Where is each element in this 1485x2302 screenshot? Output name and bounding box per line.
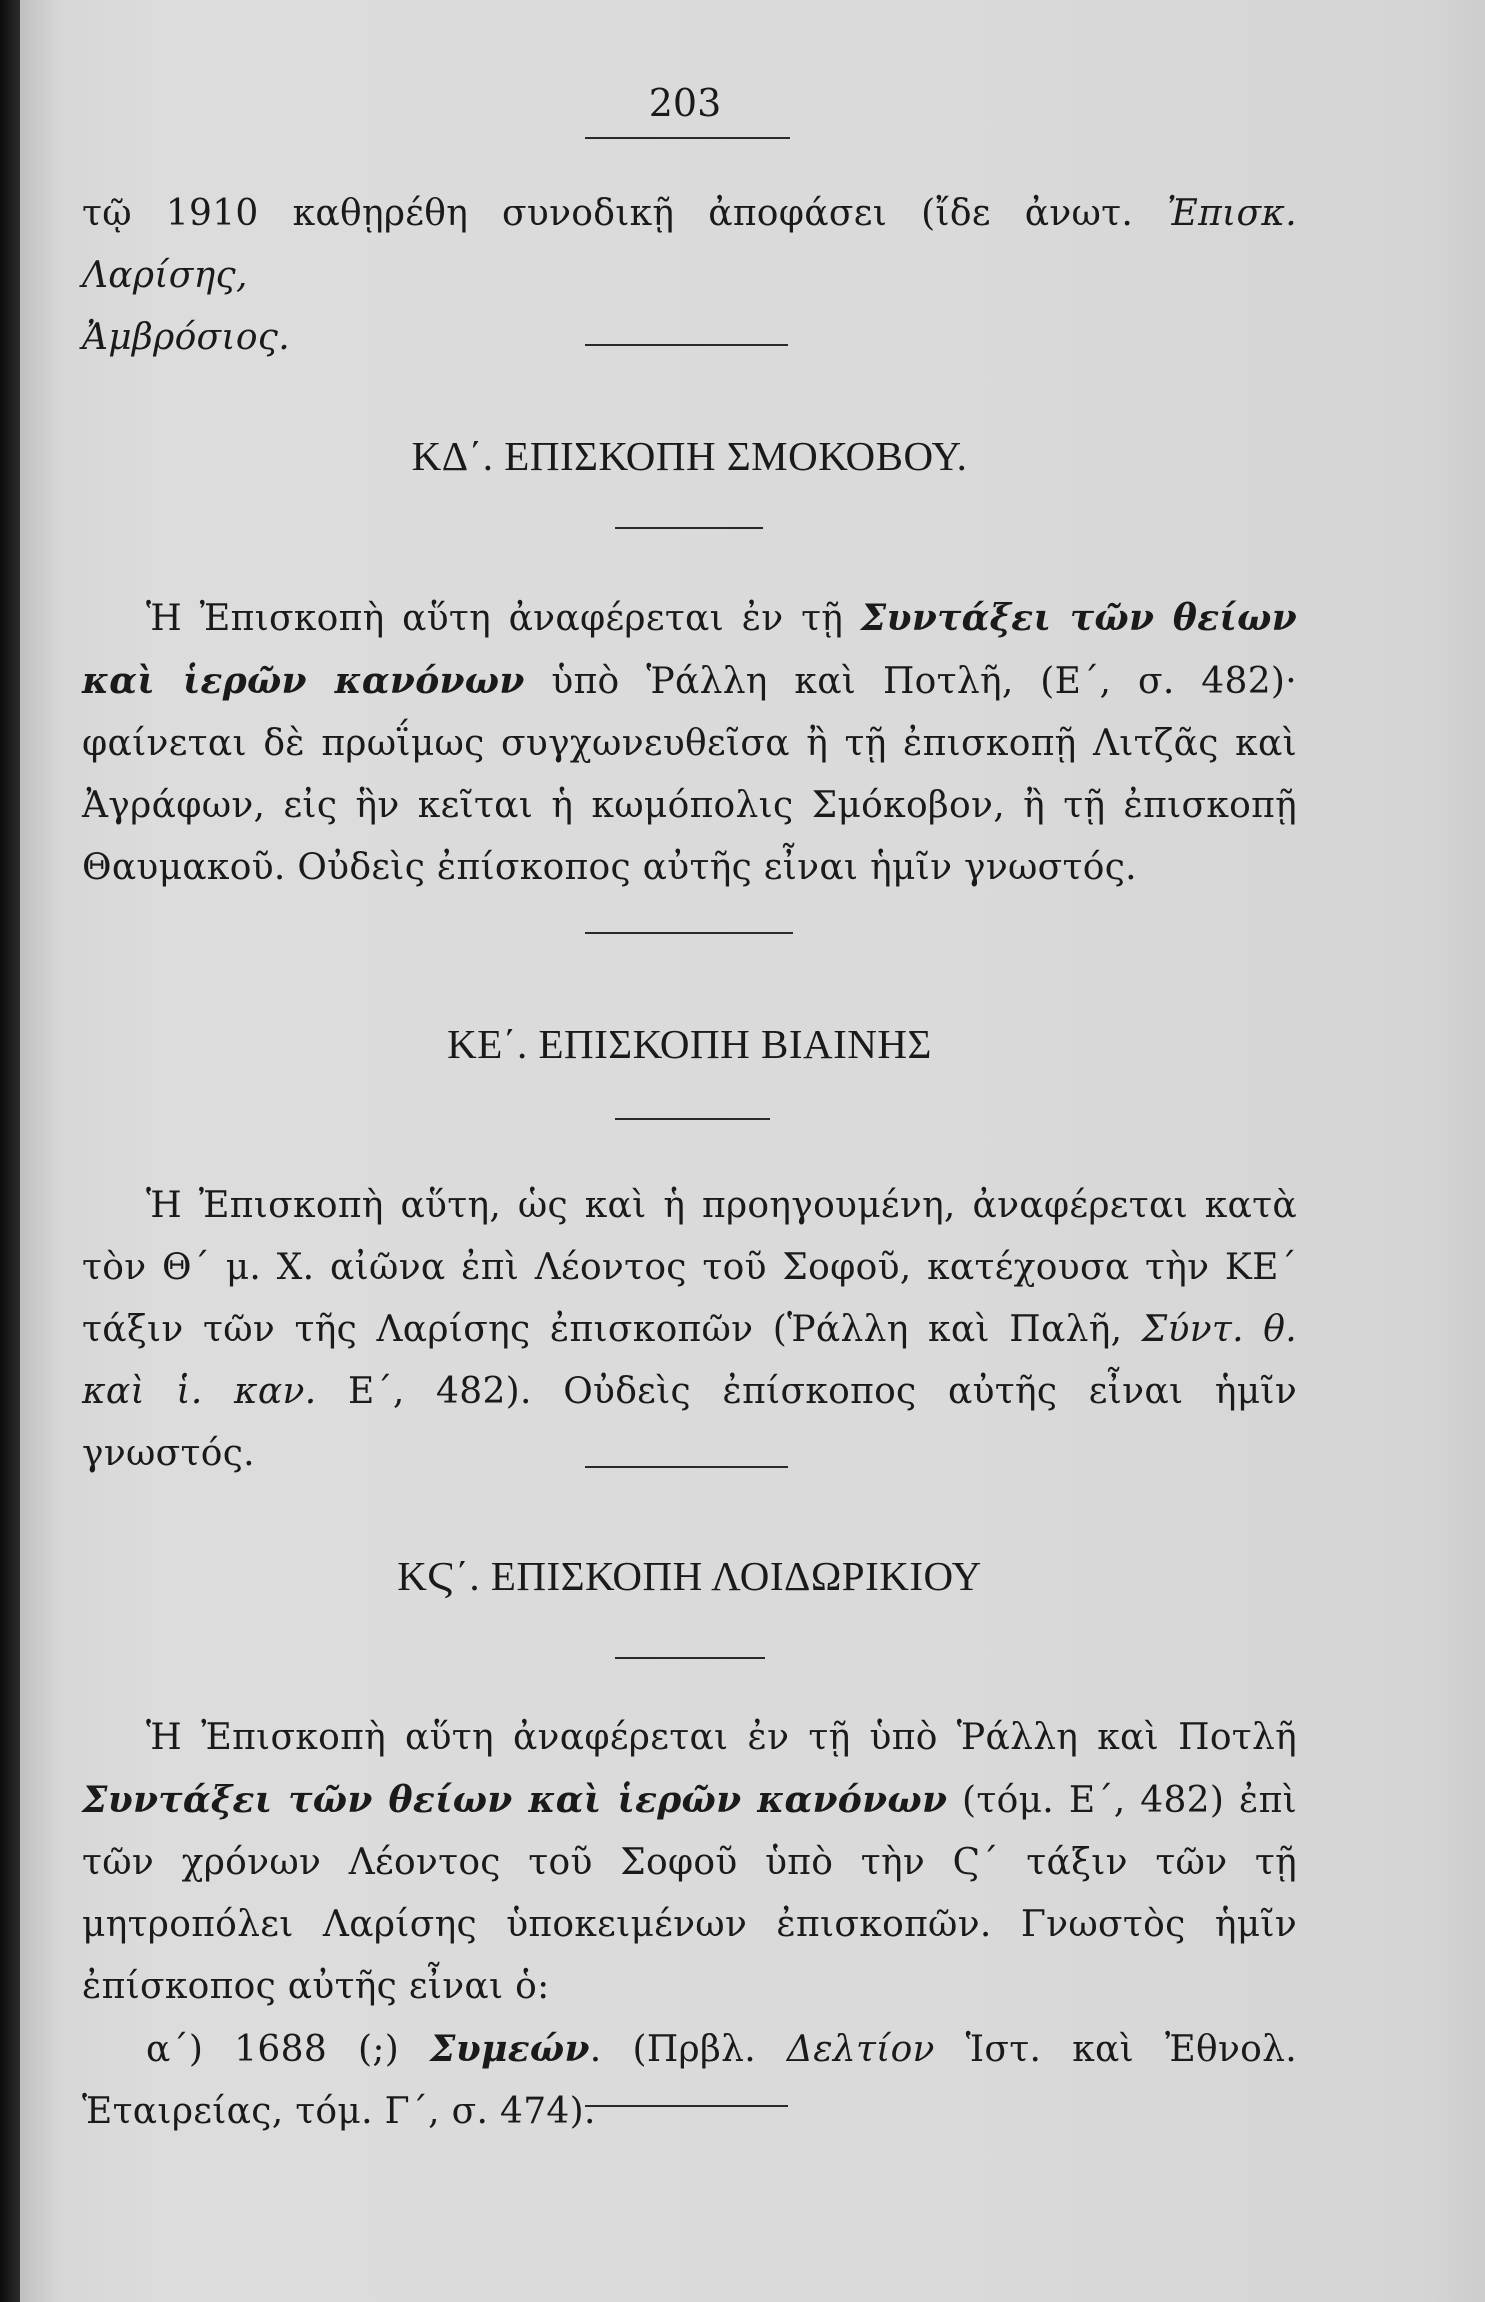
intro-reference: Ἐπισκ. Λαρίσης, bbox=[82, 193, 1297, 296]
heading-rule bbox=[615, 1118, 770, 1120]
section-heading-loidorikiou: ΚϚ΄. ΕΠΙΣΚΟΠΗ ΛΟΙΔΩΡΙΚΙΟΥ bbox=[397, 1553, 982, 1599]
section-divider bbox=[585, 1466, 788, 1468]
bishop-list-item bbox=[82, 2018, 1297, 2143]
section-body-smokovou bbox=[82, 587, 1297, 899]
section-paragraph-smokovou bbox=[82, 587, 1297, 899]
journal-title: Δελτίον bbox=[786, 2029, 935, 2070]
intro-continuation bbox=[82, 183, 1297, 369]
work-reference: Σύντ. θ. καὶ ἱ. καν. bbox=[82, 1309, 1298, 1412]
section-paragraph-biaines bbox=[82, 1175, 1297, 1485]
section-divider bbox=[585, 932, 793, 934]
section-divider bbox=[585, 344, 788, 346]
bishop-name: Συμεών bbox=[430, 2028, 590, 2070]
section-heading-biaines: ΚΕ΄. ΕΠΙΣΚΟΠΗ ΒΙΑΙΝΗΣ bbox=[447, 1021, 932, 1067]
list-item-text: α΄) 1688 (;) bbox=[146, 2029, 431, 2070]
heading-rule bbox=[615, 527, 763, 529]
heading-rule bbox=[615, 1657, 765, 1659]
section-paragraph-loidorikiou bbox=[82, 1707, 1297, 2018]
intro-paragraph bbox=[82, 183, 1297, 369]
page-number: 203 bbox=[648, 81, 722, 125]
paragraph-text: Ε΄, 482). Οὐδεὶς ἐπίσκοπος αὐτῆς εἶναι ἡμῖν γνωστός. bbox=[82, 1371, 1297, 1474]
book-binding-edge bbox=[0, 0, 20, 2302]
paragraph-text: Ἡ Ἐπισκοπὴ αὕτη ἀναφέρεται ἐν τῇ bbox=[146, 598, 861, 639]
paragraph-text: (τόμ. Ε΄, 482) ἐπὶ τῶν χρόνων Λέοντος τοῦ Σοφοῦ ὑπὸ τὴν Ϛ΄ τάξιν τῶν τῇ μητροπόλει Λαρίσης ὑποκειμένων ἐπισκοπῶν. Γνωστὸς ἡμῖν ἐπίσκοπος αὐτῆς εἶναι ὁ: bbox=[82, 1780, 1297, 2007]
section-heading-smokovou: ΚΔ΄. ΕΠΙΣΚΟΠΗ ΣΜΟΚΟΒΟΥ. bbox=[411, 433, 968, 479]
section-divider bbox=[585, 2105, 788, 2107]
page-number-rule bbox=[585, 137, 790, 139]
paragraph-text: Ἡ Ἐπισκοπὴ αὕτη, ὡς καὶ ἡ προηγουμένη, ἀναφέρεται κατὰ τὸν Θ΄ μ. Χ. αἰῶνα ἐπὶ Λέοντος τοῦ Σοφοῦ, κατέχουσα τὴν ΚΕ΄ τάξιν τῶν τῆς Λαρίσης ἐπισκοπῶν (Ῥάλλη καὶ Παλῆ, bbox=[82, 1185, 1297, 1350]
work-title: Συντάξει τῶν θείων καὶ ἱερῶν κανόνων bbox=[82, 1779, 948, 1821]
work-title: Συντάξει τῶν θείων καὶ ἱερῶν κανόνων bbox=[82, 597, 1297, 702]
list-item-text: . (Πρβλ. bbox=[589, 2029, 787, 2070]
paragraph-text: Ἡ Ἐπισκοπὴ αὕτη ἀναφέρεται ἐν τῇ ὑπὸ Ῥάλλη καὶ Ποτλῆ bbox=[146, 1717, 1297, 1758]
intro-text: τῷ 1910 καθῃρέθη συνοδικῇ ἀποφάσει (ἴδε ἀνωτ. bbox=[82, 193, 1168, 234]
section-body-loidorikiou bbox=[82, 1707, 1297, 2143]
book-page bbox=[20, 0, 1485, 2302]
intro-name: Ἀμβρόσιος. bbox=[82, 317, 291, 358]
section-body-biaines bbox=[82, 1175, 1297, 1485]
list-item-text: Ἱστ. καὶ Ἐθνολ. Ἑταιρείας, τόμ. Γ΄, σ. 474). bbox=[82, 2029, 1297, 2132]
paragraph-text: ὑπὸ Ῥάλλη καὶ Ποτλῆ, (Ε΄, σ. 482)· φαίνεται δὲ πρωΐμως συγχωνευθεῖσα ἢ τῇ ἐπισκοπῇ Λιτζᾶς καὶ Ἀγράφων, εἰς ἣν κεῖται ἡ κωμόπολις Σμόκοβον, ἢ τῇ ἐπισκοπῇ Θαυμακοῦ. Οὐδεὶς ἐπίσκοπος αὐτῆς εἶναι ἡμῖν γνωστός. bbox=[82, 661, 1298, 888]
